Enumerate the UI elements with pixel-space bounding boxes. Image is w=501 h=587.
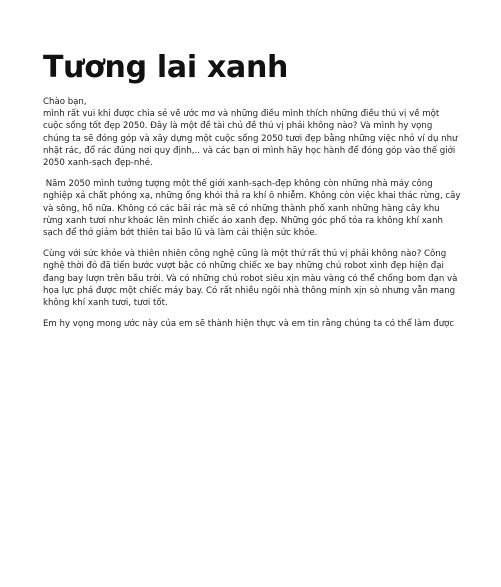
- document-title: Tương lai xanh: [43, 50, 289, 85]
- paragraph-2: Năm 2050 mình tưởng tượng một thế giới xanh-sạch-đẹp không còn những nhà máy công nghiệp xả chất phóng xạ, những ống khói thả ra khí ô nhiễm. Không còn việc khai thác rừng, cây và sông, hồ nữa. Không có các bãi rác mà sẽ có những thành phố xanh những hàng cây khu rừng xanh tươi như khoác lên mình chiếc áo xanh đẹp. Những góc phố tỏa ra không khí xanh sạch để thở giảm bớt thiên tai bão lũ và làm cải thiện sức khỏe.: [43, 179, 464, 239]
- document-body: [43, 96, 464, 330]
- paragraph-1: [43, 96, 461, 169]
- paragraph-3: Cùng với sức khỏe và thiên nhiên công nghệ cũng là một thứ rất thú vị phải không nào? Công nghệ thời đó đã tiến bước vượt bậc có những chiếc xe bay những chú robot xinh đẹp hiện đại đang bay lượn trên bầu trời. Và có những chú robot siêu xịn màu vàng có thể chống bom đạn và họa lực phá được một chiếc máy bay. Có rất nhiều ngôi nhà thông minh xịn sò nhưng vẫn mang không khí xanh tươi, tươi tốt.: [43, 249, 458, 309]
- paragraph-1-text: mình rất vui khi được chia sẻ về ước mơ và những điều mình thích những điều thú vị về một cuộc sống tốt đẹp 2050. Đây là một đề tài chủ đề thú vị phải không nào? Và mình hy vọng chúng ta sẽ đóng góp và xây dựng một cuộc sống 2050 tươi đẹp bằng những việc nhỏ ví dụ như nhặt rác, đổ rác đúng nơi quy định,.. và các bạn ơi mình hãy học hành để đóng góp vào thế giới 2050 xanh-sạch đẹp-nhé.: [43, 109, 458, 169]
- document-page: [43, 48, 464, 339]
- greeting-line: Chào bạn,: [43, 97, 87, 107]
- paragraph-4: Em hy vọng mong ước này của em sẽ thành hiện thực và em tin rằng chúng ta có thể làm được: [43, 319, 455, 330]
